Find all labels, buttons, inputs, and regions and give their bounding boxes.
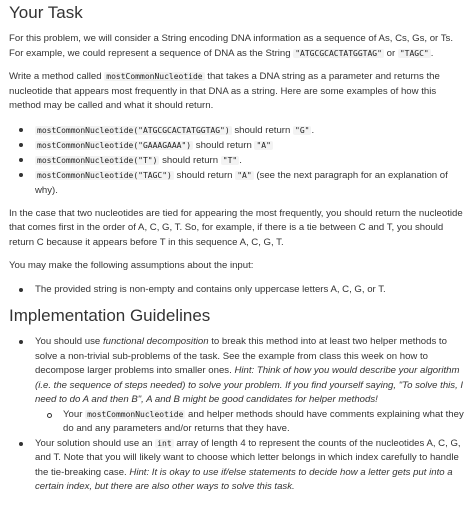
- int-code: int: [157, 438, 172, 448]
- example-after-text: .: [311, 124, 315, 136]
- guideline-item-decomposition: [35, 335, 466, 437]
- assumptions-intro: You may make the following assumptions about the input:: [9, 260, 254, 271]
- example-mid-text: should return: [159, 154, 221, 166]
- guideline-sublist: [35, 408, 466, 437]
- example-mid-text: should return: [193, 139, 255, 151]
- example-return-code: "G": [295, 125, 310, 135]
- method-text-a: Write a method called: [9, 71, 105, 82]
- example-item: [35, 168, 466, 198]
- guideline-item-array: [35, 437, 466, 495]
- example-mid-text: should return: [231, 124, 293, 136]
- example-return-code: "A": [237, 170, 252, 180]
- guideline-1-text-b: to break this method into at least two helper methods to solve a non-trivial sub-problems of the task. See the example from class this week on how to decompose larger problems into smaller ones.: [35, 336, 447, 376]
- sub-method-code: mostCommonNucleotide: [87, 409, 184, 419]
- tie-breaking-paragraph: In the case that two nucleotides are tied for appearing the most frequently, you should return the nucleotide that comes first in the order of A, C, G, T. So, for example, if there is a tie between C and T, you should return C because it appears before T in this sequence A, C, G, T.: [9, 207, 463, 248]
- example-call-code: mostCommonNucleotide("T"): [37, 155, 158, 165]
- guideline-2-hint: Hint: It is okay to use if/else statements to decide how a letter gets put into a certain index, but there are also other ways to solve this task.: [35, 466, 453, 492]
- guideline-1-text-a: You should use: [35, 336, 103, 347]
- dna-example-code-1: "ATGCGCACTATGGTAG": [295, 48, 382, 58]
- guideline-subitem-comments: [63, 408, 466, 437]
- example-return-code: "A": [256, 140, 271, 150]
- example-item: [35, 138, 466, 153]
- example-item: [35, 123, 466, 138]
- assumptions-list: [9, 283, 466, 298]
- method-paragraph: [9, 70, 466, 114]
- your-task-heading: Your Task: [9, 3, 83, 22]
- intro-text-a: For this problem, we will consider a String encoding DNA information as a sequence of As, Cs, Gs, or Ts. For example, we could represent a sequence of DNA as the String: [9, 33, 453, 59]
- guidelines-list: [9, 335, 466, 495]
- guideline-1-hint: Hint: Think of how you would describe your algorithm (i.e. the sequence of steps needed) to solve your problem. If you find yourself saying, "To solve this, I need to do A and then B", A and B might be good candidates for helper methods!: [35, 365, 464, 405]
- example-item: [35, 153, 466, 168]
- guideline-2-text-a: Your solution should use an: [35, 437, 156, 449]
- guideline-1-emphasis: functional decomposition: [102, 336, 209, 347]
- example-call-code: mostCommonNucleotide("TAGC"): [37, 170, 172, 180]
- assumption-item: The provided string is non-empty and contains only uppercase letters A, C, G, or T.: [35, 283, 466, 298]
- method-name-code: mostCommonNucleotide: [106, 72, 203, 81]
- sub-text-b: and helper methods should have comments explaining what they do and any parameters and/or returns that they have.: [63, 408, 464, 434]
- example-after-text: .: [239, 154, 242, 166]
- intro-text-b: or: [383, 47, 398, 59]
- example-after-text: (see the next paragraph for an explanation of why).: [35, 169, 448, 196]
- example-return-code: "T": [222, 155, 238, 165]
- implementation-guidelines-heading: Implementation Guidelines: [9, 306, 211, 325]
- intro-text-c: .: [430, 47, 434, 59]
- method-text-b: that takes a DNA string as a parameter and returns the nucleotide that appears most frequently in that DNA as a string. Here are some examples of how this method may be called and what it should return.: [9, 71, 440, 111]
- intro-paragraph: [9, 32, 466, 61]
- example-mid-text: should return: [173, 169, 236, 181]
- example-call-code: mostCommonNucleotide("GAAAGAAA"): [37, 140, 192, 150]
- examples-list: [9, 123, 466, 198]
- dna-example-code-2: "TAGC": [399, 48, 429, 58]
- guideline-2-text-b: array of length 4 to represent the counts of the nucleotides A, C, G, and T. Note that you will likely want to choose which letter belongs in which index carefully to handle the tie-breaking case.: [35, 437, 461, 478]
- sub-text-a: Your: [63, 408, 86, 420]
- example-call-code: mostCommonNucleotide("ATGCGCACTATGGTAG"): [37, 125, 230, 135]
